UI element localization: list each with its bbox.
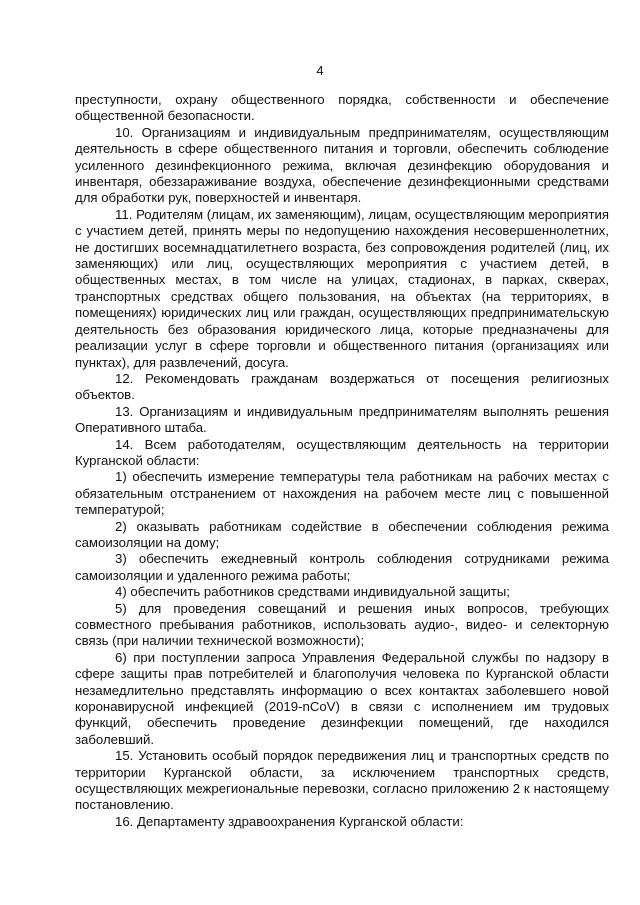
paragraph: 12. Рекомендовать гражданам воздержаться от посещения религиозных объектов.: [75, 370, 609, 403]
paragraph: 2) оказывать работникам содействие в обеспечении соблюдения режима самоизоляции на дому;: [75, 518, 609, 550]
paragraph: 10. Организациям и индивидуальным предпринимателям, осуществляющим деятельность в сфере общественного питания и торговли, обеспечить соблюдение усиленного дезинфекционного режима, включая дезинфекцию оборудования и инвентаря, обеззараживание воздуха, обеспечение дезинфекционными средствами для обработки рук, поверхностей и инвентаря.: [75, 124, 609, 206]
paragraph: 13. Организациям и индивидуальным предпринимателям выполнять решения Оперативного штаба.: [75, 403, 609, 436]
paragraph: преступности, охрану общественного порядка, собственности и обеспечение общественной безопасности.: [75, 92, 609, 124]
page-number: 4: [316, 63, 324, 78]
paragraph: 6) при поступлении запроса Управления Федеральной службы по надзору в сфере защиты прав потребителей и благополучия человека по Курганской области незамедлительно представлять информацию о всех контактах заболевшего новой коронавирусной инфекцией (2019-nCoV) в связи с исполнением им трудовых функций, обеспечить проведение дезинфекции помещений, где находился заболевший.: [75, 649, 609, 747]
paragraph: 11. Родителям (лицам, их заменяющим), лицам, осуществляющим мероприятия с участием детей, принять меры по недопущению нахождения несовершеннолетних, не достигших восемнадцатилетнего возраста, без сопровождения родителей (лиц, их заменяющих) или лиц, осуществляющих мероприятия с участием детей, в общественных местах, в том числе на улицах, стадионах, в парках, скверах, транспортных средствах общего пользования, на объектах (на территориях, в помещениях) юридических лиц или граждан, осуществляющих предпринимательскую деятельность без образования юридического лица, которые предназначены для реализации услуг в сфере торговли и общественного питания (организациях или пунктах), для развлечений, досуга.: [75, 206, 609, 370]
paragraph: 4) обеспечить работников средствами индивидуальной защиты;: [115, 584, 510, 600]
paragraph: 1) обеспечить измерение температуры тела работникам на рабочих местах с обязательным отстранением от нахождения на рабочем месте лиц с повышенной температурой;: [75, 469, 609, 518]
paragraph: 15. Установить особый порядок передвижения лиц и транспортных средств по территории Курганской области, за исключением транспортных средств, осуществляющих межрегиональные перевозки, согласно приложению 2 к настоящему постановлению.: [75, 748, 609, 813]
document-body: [75, 92, 609, 830]
paragraph: 16. Департаменту здравоохранения Курганской области:: [115, 813, 464, 829]
paragraph: 5) для проведения совещаний и решения иных вопросов, требующих совместного пребывания работников, использовать аудио-, видео- и селекторную связь (при наличии технической возможности);: [75, 600, 609, 649]
paragraph: 14. Всем работодателям, осуществляющим деятельность на территории Курганской области:: [75, 436, 609, 468]
paragraph: 3) обеспечить ежедневный контроль соблюдения сотрудниками режима самоизоляции и удаленного режима работы;: [75, 551, 609, 583]
